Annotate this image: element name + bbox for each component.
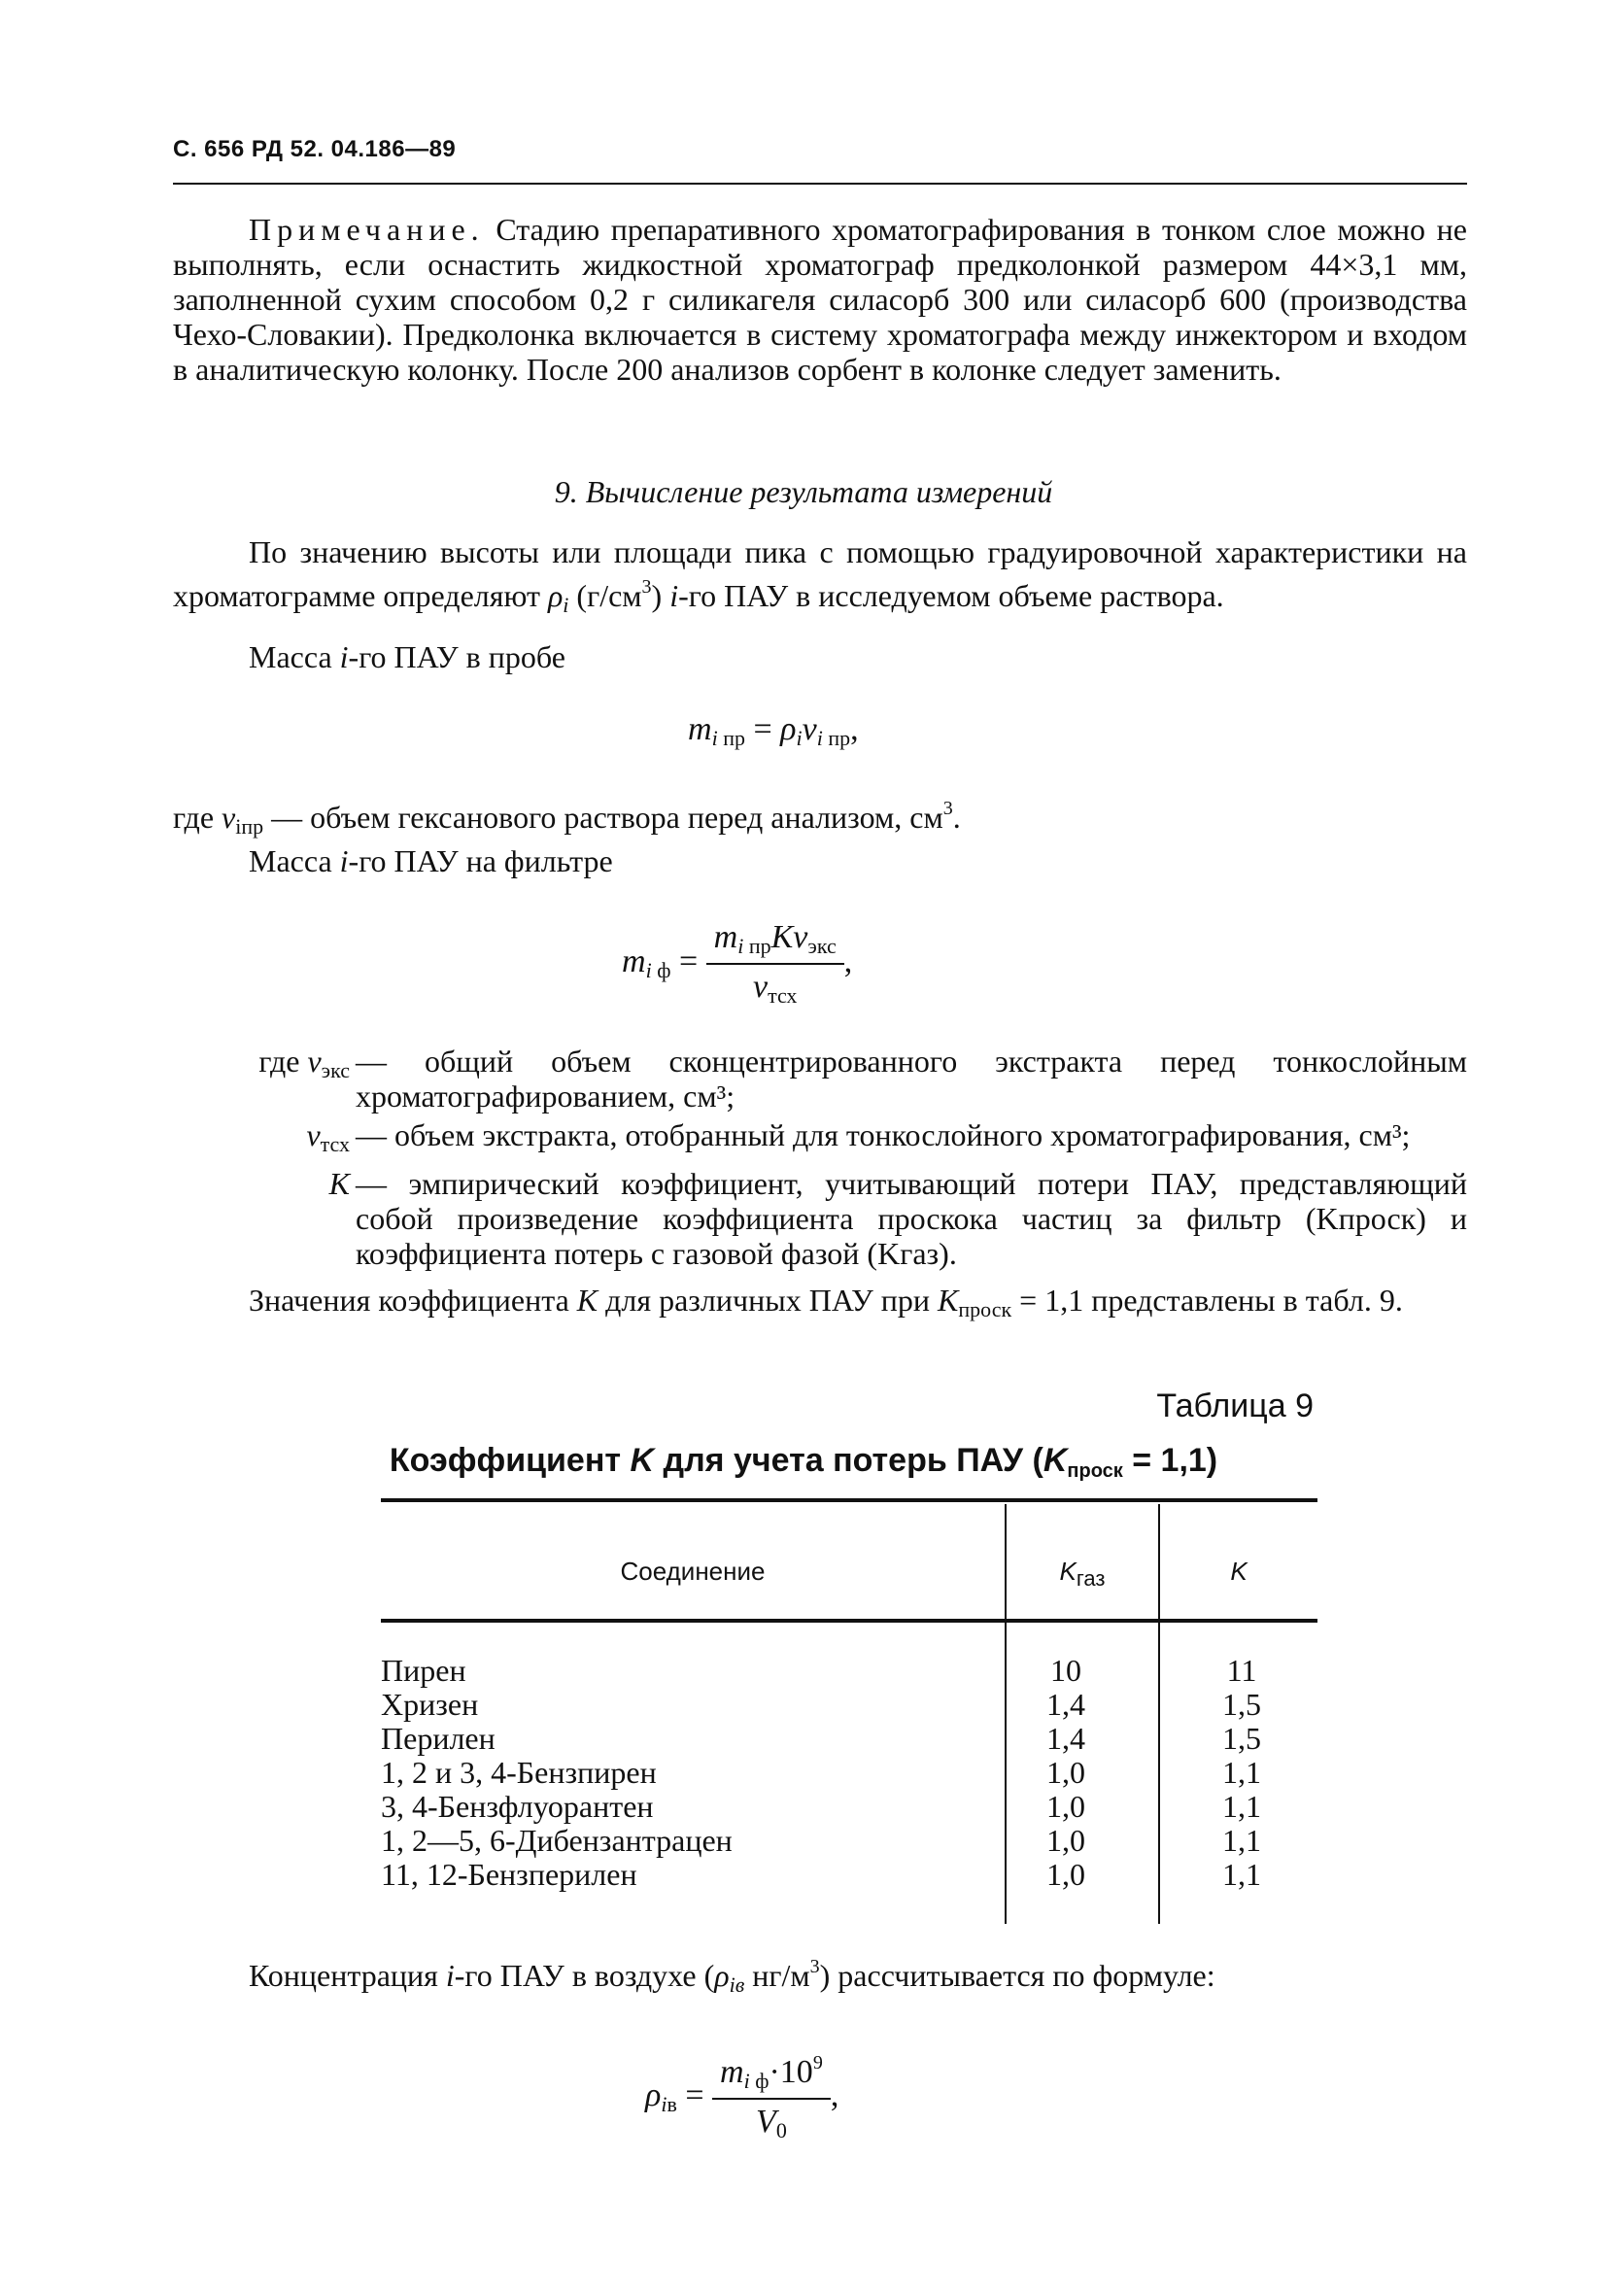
f2-end: , bbox=[843, 942, 853, 979]
paragraph-mass-filter bbox=[173, 843, 1467, 878]
paragraph-mass-sample bbox=[173, 639, 1467, 674]
f3-num-m: m bbox=[720, 2054, 744, 2090]
f3-denominator bbox=[712, 2100, 831, 2143]
f3-numerator bbox=[712, 2052, 831, 2100]
table-title-a: Коэффициент bbox=[389, 1442, 631, 1479]
table-cell-kgas: 1,0 bbox=[1046, 1755, 1085, 1790]
note-label: Примечание. bbox=[249, 212, 485, 247]
definitions-list bbox=[173, 1044, 1467, 1271]
definition-K bbox=[173, 1166, 1467, 1271]
table-title-sub: проск bbox=[1067, 1460, 1123, 1482]
f1-v: v bbox=[802, 711, 817, 747]
f3-mult: ·10 bbox=[769, 2054, 813, 2090]
f3-fraction bbox=[712, 2052, 831, 2143]
def-term-symbol: v bbox=[307, 1044, 322, 1079]
f2-fraction bbox=[706, 919, 844, 1009]
def-term-sub: тсх bbox=[320, 1132, 350, 1156]
paragraph-K-values bbox=[173, 1283, 1467, 1327]
table-cell-kgas: 10 bbox=[1050, 1653, 1081, 1688]
f2-m: m bbox=[622, 942, 646, 979]
f3-i: i bbox=[661, 2091, 667, 2116]
table-cell-k: 11 bbox=[1226, 1653, 1257, 1688]
definition-v-pr bbox=[173, 791, 1467, 844]
p5-sub: iв bbox=[729, 1972, 745, 1997]
def1-lead: где bbox=[173, 800, 222, 835]
table-cell-kgas: 1,4 bbox=[1046, 1721, 1085, 1756]
p1-index: i bbox=[669, 578, 679, 613]
p2-text-b: -го ПАУ в пробе bbox=[348, 639, 565, 674]
table-title bbox=[0, 1442, 1607, 1483]
table-cell-name: 1, 2 и 3, 4-Бензпирен bbox=[381, 1755, 657, 1790]
p4-text-c: = 1,1 представлены в табл. 9. bbox=[1011, 1283, 1403, 1318]
f1-i: i bbox=[711, 726, 718, 750]
f1-v-sub: пр bbox=[828, 726, 851, 750]
header-kgas-sub: газ bbox=[1076, 1566, 1106, 1591]
table-cell-name: Пирен bbox=[381, 1653, 466, 1688]
note-paragraph bbox=[173, 212, 1467, 387]
table-title-K2: K bbox=[1043, 1442, 1068, 1479]
table-cell-k: 1,5 bbox=[1222, 1721, 1261, 1756]
table-cell-name: 1, 2—5, 6-Дибензантрацен bbox=[381, 1823, 733, 1858]
p1-text-a: По значению высоты или площади пика с помощью градуировочной характеристики на хроматограмме определяют bbox=[173, 534, 1467, 613]
f1-sub: пр bbox=[723, 726, 745, 750]
f2-num-v: v bbox=[793, 919, 808, 955]
def-term-sub: экс bbox=[321, 1058, 350, 1082]
p3-text-b: -го ПАУ на фильтре bbox=[348, 843, 613, 878]
formula-mass-sample bbox=[688, 711, 859, 751]
p1-text-b: (г/см bbox=[568, 578, 642, 613]
def-term-v-tsx bbox=[173, 1117, 356, 1162]
p2-index: i bbox=[339, 639, 349, 674]
p5-index: i bbox=[445, 1958, 455, 1993]
f1-v-i: i bbox=[816, 726, 823, 750]
f3-den-sub: 0 bbox=[775, 2118, 787, 2142]
p1-text-d: -го ПАУ в исследуемом объеме раствора. bbox=[678, 578, 1224, 613]
section-title: 9. Вычисление результата измерений bbox=[554, 474, 1053, 509]
definition-v-tsx bbox=[173, 1117, 1467, 1162]
def-text: — эмпирический коэффициент, учитывающий потери ПАУ, представляющий собой произведение коэффициента проскока частиц за фильтр (Kпроск) и коэффициента потерь с газовой фазой (Kгаз). bbox=[356, 1166, 1467, 1271]
table-cell-kgas: 1,0 bbox=[1046, 1789, 1085, 1824]
p4-K: K bbox=[576, 1283, 598, 1318]
header-k bbox=[1160, 1557, 1317, 1587]
def-term-K bbox=[173, 1166, 356, 1271]
table-title-c: = 1,1) bbox=[1122, 1442, 1218, 1479]
def1-text: объем гексанового раствора перед анализом, см bbox=[310, 800, 943, 835]
table-cell-name: Перилен bbox=[381, 1721, 496, 1756]
table-cell-name: 11, 12-Бензперилен bbox=[381, 1857, 637, 1892]
paragraph-method bbox=[173, 534, 1467, 623]
def-lead: где bbox=[258, 1044, 308, 1079]
f1-m: m bbox=[688, 711, 712, 747]
table-cell-k: 1,1 bbox=[1222, 1755, 1261, 1790]
f3-num-i: i bbox=[743, 2069, 750, 2093]
p1-rho: ρ bbox=[547, 578, 564, 613]
def-text: — объем экстракта, отобранный для тонкослойного хроматографирования, см³; bbox=[356, 1117, 1411, 1152]
p5-sup: 3 bbox=[809, 1956, 820, 1977]
p1-rho-sub: i bbox=[563, 593, 569, 617]
table-cell-name: Хризен bbox=[381, 1687, 479, 1722]
f2-num-sub: пр bbox=[748, 934, 771, 958]
def-term-v-eks bbox=[173, 1044, 356, 1114]
table-number: Таблица 9 bbox=[1156, 1388, 1314, 1424]
def1-sup: 3 bbox=[942, 798, 953, 819]
p1-sup: 3 bbox=[641, 576, 652, 598]
p3-text-a: Масса bbox=[249, 843, 340, 878]
definition-v-eks bbox=[173, 1044, 1467, 1114]
p5-text-d: ) рассчитывается по формуле: bbox=[819, 1958, 1215, 1993]
def1-end: . bbox=[952, 800, 961, 835]
def-term-symbol: v bbox=[306, 1117, 321, 1152]
f1-rho: ρ bbox=[780, 711, 797, 747]
f3-den-V: V bbox=[756, 2104, 776, 2140]
f2-den-sub: тсх bbox=[768, 983, 798, 1008]
column-k bbox=[1166, 1654, 1317, 1892]
f2-num-v-sub: экс bbox=[807, 934, 837, 958]
f3-sub: в bbox=[667, 2091, 677, 2116]
p5-rho: ρ bbox=[714, 1958, 730, 1993]
header-compound: Соединение bbox=[620, 1557, 766, 1586]
paragraph-concentration bbox=[173, 1953, 1467, 1999]
f2-i: i bbox=[645, 957, 652, 982]
table-title-K: K bbox=[630, 1442, 655, 1479]
column-compound bbox=[381, 1654, 733, 1892]
formula-concentration bbox=[645, 2052, 838, 2143]
coefficient-table bbox=[381, 1498, 1317, 1926]
table-cell-kgas: 1,4 bbox=[1046, 1687, 1085, 1722]
f1-end: , bbox=[850, 711, 859, 747]
header-kgas-K: K bbox=[1059, 1557, 1077, 1586]
p2-text-a: Масса bbox=[249, 639, 340, 674]
p5-text-a: Концентрация bbox=[249, 1958, 446, 1993]
f1-eq: = bbox=[744, 711, 781, 747]
def-term-symbol: K bbox=[328, 1166, 350, 1201]
p1-text-c: ) bbox=[651, 578, 670, 613]
column-kgas bbox=[1012, 1654, 1119, 1892]
f2-den-v: v bbox=[752, 969, 769, 1005]
f3-eq: = bbox=[676, 2076, 713, 2113]
f2-num-i: i bbox=[737, 934, 744, 958]
table-cell-name: 3, 4-Бензфлуорантен bbox=[381, 1789, 654, 1824]
f2-num-m: m bbox=[713, 919, 738, 955]
header-k-label: K bbox=[1230, 1557, 1248, 1586]
def1-dash: — bbox=[263, 800, 311, 835]
header-rule bbox=[173, 183, 1467, 185]
p3-index: i bbox=[339, 843, 349, 878]
formula-mass-filter bbox=[622, 919, 852, 1009]
header-kgas bbox=[1007, 1557, 1158, 1592]
table-cell-k: 1,1 bbox=[1222, 1823, 1261, 1858]
p5-text-b: -го ПАУ в воздухе ( bbox=[454, 1958, 715, 1993]
p4-K2: K bbox=[938, 1283, 959, 1318]
table-top-rule bbox=[381, 1498, 1317, 1502]
p4-sub: проск bbox=[958, 1297, 1012, 1321]
table-header-rule bbox=[381, 1619, 1317, 1623]
f3-exp: 9 bbox=[812, 2052, 823, 2073]
f2-num-K: K bbox=[770, 919, 794, 955]
f3-rho: ρ bbox=[645, 2076, 662, 2113]
def1-v: v bbox=[222, 800, 236, 835]
p4-text-b: для различных ПАУ при bbox=[598, 1283, 939, 1318]
page-header: С. 656 РД 52. 04.186—89 bbox=[173, 136, 457, 162]
f2-sub-f: ф bbox=[657, 957, 671, 982]
table-cell-k: 1,5 bbox=[1222, 1687, 1261, 1722]
f1-rho-i: i bbox=[796, 726, 803, 750]
note-text: Стадию препаративного хроматографирования в тонком слое можно не выполнять, если оснастить жидкостной хроматограф предколонкой размером 44×3,1 мм, заполненной сухим способом 0,2 г силикагеля силасорб 300 или силасорб 600 (производства Чехо-Словакии). Предколонка включается в систему хроматографа между инжектором и входом в аналитическую колонку. После 200 анализов сорбент в колонке следует заменить. bbox=[173, 212, 1468, 387]
f2-numerator bbox=[706, 919, 844, 965]
table-cell-k: 1,1 bbox=[1222, 1789, 1261, 1824]
table-cell-kgas: 1,0 bbox=[1046, 1823, 1085, 1858]
p4-text-a: Значения коэффициента bbox=[249, 1283, 577, 1318]
p5-text-c: нг/м bbox=[744, 1958, 810, 1993]
f3-end: , bbox=[830, 2076, 839, 2113]
def-text: — общий объем сконцентрированного экстракта перед тонкослойным хроматографированием, см³; bbox=[356, 1044, 1467, 1114]
f2-denominator bbox=[706, 965, 844, 1009]
f2-eq: = bbox=[670, 942, 706, 979]
table-cell-kgas: 1,0 bbox=[1046, 1857, 1085, 1892]
def1-sub: iпр bbox=[235, 814, 264, 839]
table-title-b: для учета потерь ПАУ ( bbox=[654, 1442, 1043, 1479]
table-cell-k: 1,1 bbox=[1222, 1857, 1261, 1892]
f3-num-sub: ф bbox=[755, 2069, 769, 2093]
